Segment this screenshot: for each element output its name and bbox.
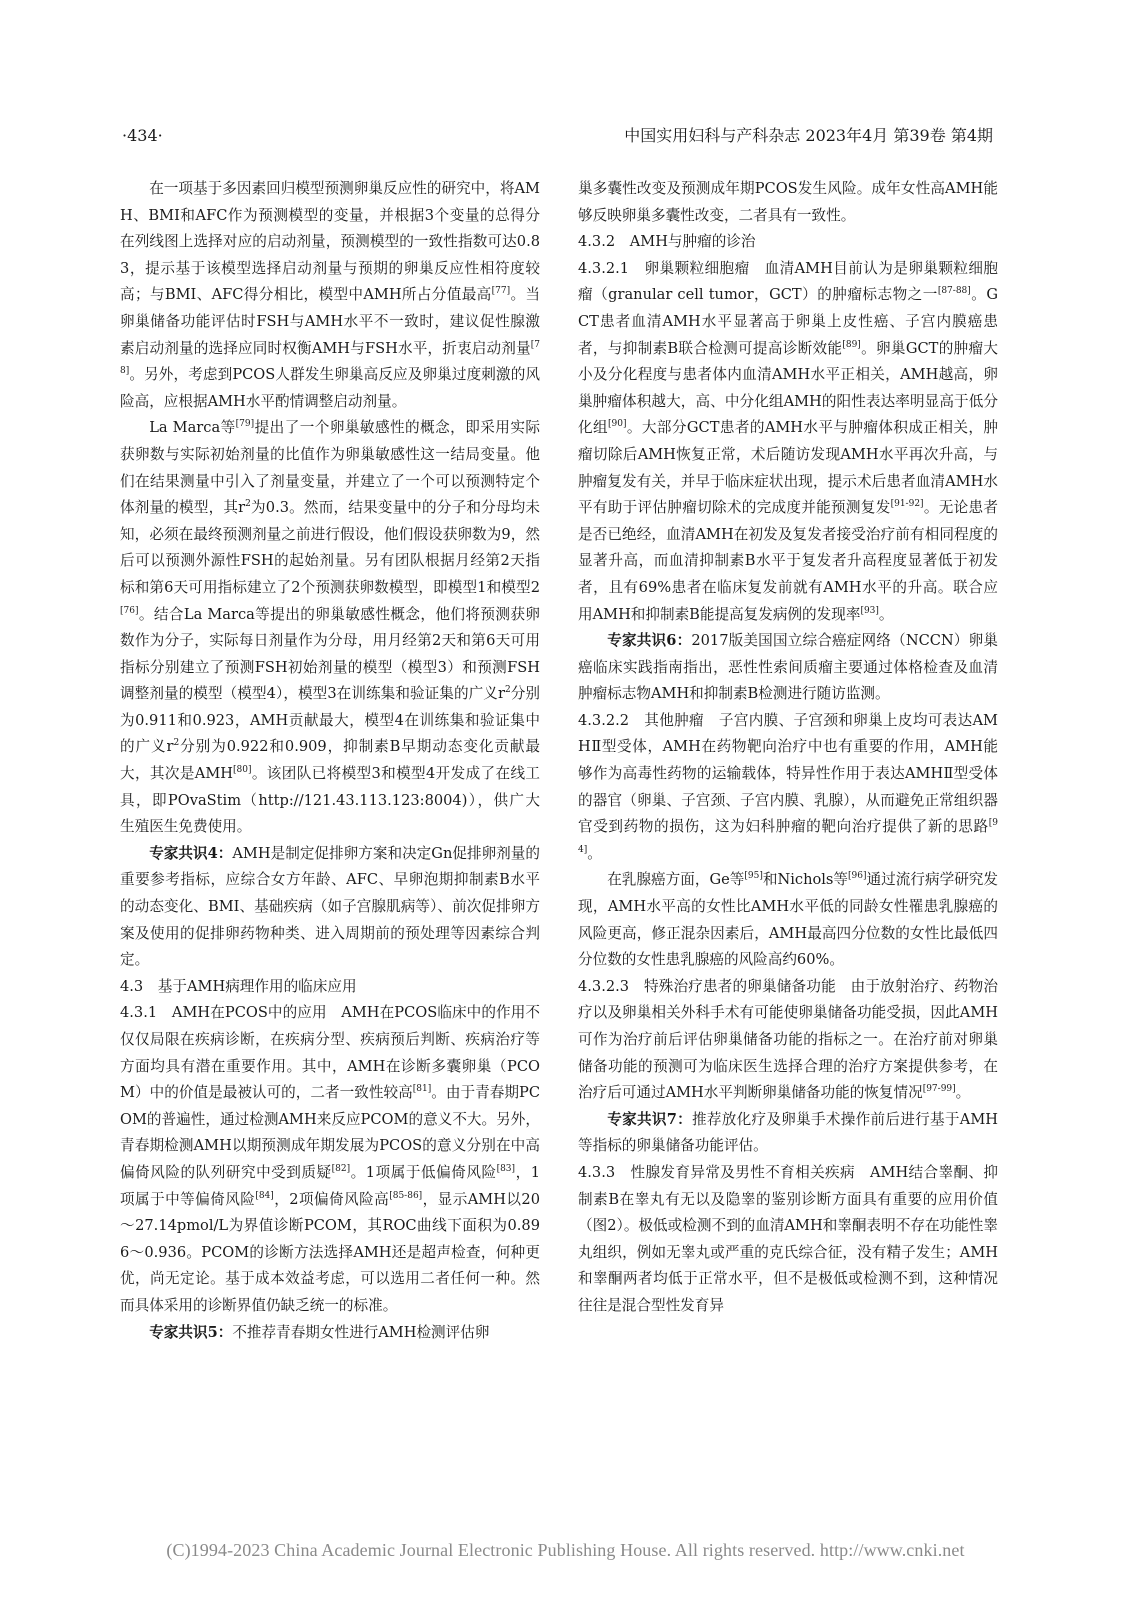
text-run: 。卵巢GCT的肿瘤大小及分化程度与患者体内血清AMH水平正相关，AMH越高，卵巢肿瘤体积越大，高、中分化组AMH的阳性表达率明显高于低分化组 xyxy=(578,339,998,437)
section-paragraph xyxy=(578,708,998,868)
text-run: 分别为0.911和0.923，AMH贡献最大，模型4在训练集和验证集中的广义r xyxy=(120,685,540,756)
citation-superscript: [87-88] xyxy=(937,286,971,297)
text-run: 。 xyxy=(587,844,602,862)
text-run: 提出了一个卵巢敏感性的概念，即采用实际获卵数与实际初始剂量的比值作为卵巢敏感性这一结局变量。他们在结果测量中引入了剂量变量，并建立了一个可以预测特定个体剂量的模型，其r xyxy=(120,419,540,517)
citation-superscript: 2 xyxy=(504,685,511,696)
citation-superscript: [79] xyxy=(235,419,255,430)
consensus-label: 专家共识4： xyxy=(149,844,233,862)
consensus-label: 专家共识6： xyxy=(607,632,692,650)
citation-superscript: [82] xyxy=(331,1163,351,1174)
text-run: 和Nichols等 xyxy=(762,871,849,889)
text-run: 。结合La Marca等提出的卵巢敏感性概念，他们将预测获卵数作为分子，实际每日剂量作为分母，用月经第2天和第6天可用指标分别建立了预测FSH初始剂量的模型（模型3）和预测FSH调整剂量的模型（模型4），模型3在训练集和验证集的广义r xyxy=(120,605,540,703)
citation-superscript: [91-92] xyxy=(890,499,924,510)
citation-superscript: [77] xyxy=(491,286,511,297)
section-paragraph xyxy=(578,229,998,256)
left-text-column xyxy=(120,176,540,1346)
text-run: 推荐放化疗及卵巢手术操作前后进行基于AMH等指标的卵巢储备功能评估。 xyxy=(578,1110,998,1155)
copyright-footer: (C)1994-2023 China Academic Journal Electronic Publishing House. All rights reserved. http://www.cnki.net xyxy=(166,1540,965,1560)
section-paragraph xyxy=(120,1000,540,1319)
text-run: 4.3.2.2 其他肿瘤 子宫内膜、子宫颈和卵巢上皮均可表达AMHⅡ型受体，AMH在药物靶向治疗中也有重要的作用，AMH能够作为高毒性药物的运输载体，特异性作用于表达AMHⅡ型受体的器官（卵巢、子宫颈、子宫内膜、乳腺），从而避免正常组织器官受到药物的损伤，这为妇科肿瘤的靶向治疗提供了新的思路 xyxy=(578,711,998,836)
text-run: 不推荐青春期女性进行AMH检测评估卵 xyxy=(232,1323,490,1341)
text-run: 4.3.3 性腺发育异常及男性不育相关疾病 AMH结合睾酮、抑制素B在睾丸有无以及隐睾的鉴别诊断方面具有重要的应用价值（图2）。极低或检测不到的血清AMH和睾酮表明不存在功能性睾丸组织，例如无睾丸或严重的克氏综合征，没有精子发生；AMH和睾酮两者均低于正常水平，但不是极低或检测不到，这种情况往往是混合型性发育异 xyxy=(578,1163,998,1314)
text-run: 巢多囊性改变及预测成年期PCOS发生风险。成年女性高AMH能够反映卵巢多囊性改变，二者具有一致性。 xyxy=(578,180,998,224)
right-text-column xyxy=(578,176,998,1320)
text-run: 2017版美国国立综合癌症网络（NCCN）卵巢癌临床实践指南指出，恶性性索间质瘤主要通过体格检查及血清肿瘤标志物AMH和抑制素B检测进行随访监测。 xyxy=(578,632,999,703)
section-paragraph xyxy=(578,1160,998,1320)
citation-superscript: [97-99] xyxy=(922,1084,956,1095)
text-run: 。当卵巢储备功能评估时FSH与AMH水平不一致时，建议促性腺激素启动剂量的选择应同时权衡AMH与FSH水平，折衷启动剂量 xyxy=(120,286,540,357)
text-run: 4.3.1 AMH在PCOS中的应用 AMH在PCOS临床中的作用不仅仅局限在疾病诊断，在疾病分型、疾病预后判断、疾病治疗等方面均具有潜在重要作用。其中，AMH在诊断多囊卵巢（PCOM）中的价值是最被认可的，二者一致性较高 xyxy=(120,1004,540,1102)
text-run: 在一项基于多因素回归模型预测卵巢反应性的研究中，将AMH、BMI和AFC作为预测模型的变量，并根据3个变量的总得分在列线图上选择对应的启动剂量，预测模型的一致性指数可达0.83，提示基于该模型选择启动剂量与预期的卵巢反应性相符度较高；与BMI、AFC得分相比，模型中AMH所占分值最高 xyxy=(120,180,540,304)
text-run: 。GCT患者血清AMH水平显著高于卵巢上皮性癌、子宫内膜癌患者，与抑制素B联合检测可提高诊断效能 xyxy=(578,286,998,357)
text-run: 。1项属于低偏倚风险 xyxy=(350,1163,497,1181)
body-paragraph xyxy=(120,176,540,415)
citation-superscript: [85-86] xyxy=(389,1190,423,1201)
body-paragraph xyxy=(578,867,998,973)
text-run: 。无论患者是否已绝经，血清AMH在初发及复发者接受治疗前有相同程度的显著升高，而血清抑制素B水平于复发者升高程度显著低于初发者，且有69%患者在临床复发前就有AMH水平的升高。联合应用AMH和抑制素B能提高复发病例的发现率 xyxy=(578,499,998,623)
text-run: 。该团队已将模型3和模型4开发成了在线工具，即POvaStim（http://121.43.113.123:8004)），供广大生殖医生免费使用。 xyxy=(120,765,540,836)
section-paragraph xyxy=(120,974,540,1001)
citation-superscript: [78] xyxy=(120,339,540,377)
text-run: 。由于青春期PCOM的普遍性，通过检测AMH来反应PCOM的意义不大。另外，青春期检测AMH以期预测成年期发展为PCOS的意义分别在中高偏倚风险的队列研究中受到质疑 xyxy=(120,1084,540,1181)
citation-superscript: [94] xyxy=(578,818,998,855)
text-run: 通过流行病学研究发现，AMH水平高的女性比AMH水平低的同龄女性罹患乳腺癌的风险更高，修正混杂因素后，AMH最高四分位数的女性比最低四分位数的女性患乳腺癌的风险高约60%。 xyxy=(578,871,998,969)
citation-superscript: [76] xyxy=(120,605,139,616)
body-paragraph xyxy=(120,1320,540,1347)
section-paragraph xyxy=(578,974,998,1107)
citation-superscript: [84] xyxy=(255,1190,274,1201)
text-run: ，2项偏倚风险高 xyxy=(273,1190,390,1208)
citation-superscript: [83] xyxy=(496,1163,516,1174)
text-run: ，显示AMH以20～27.14pmol/L为界值诊断PCOM，其ROC曲线下面积为0.896～0.936。PCOM的诊断方法选择AMH还是超声检查，何种更优，尚无定论。基于成本效益考虑，可以选用二者任何一种。然而具体采用的诊断界值仍缺乏统一的标准。 xyxy=(120,1190,540,1314)
text-run: 4.3.2 AMH与肿瘤的诊治 xyxy=(578,233,756,251)
text-run: 4.3.2.1 卵巢颗粒细胞瘤 血清AMH目前认为是卵巢颗粒细胞瘤（granular cell tumor，GCT）的肿瘤标志物之一 xyxy=(578,259,998,304)
text-run: La Marca等 xyxy=(149,419,236,437)
section-paragraph xyxy=(578,176,998,229)
text-run: 。大部分GCT患者的AMH水平与肿瘤体积成正相关，肿瘤切除后AMH恢复正常，术后随访发现AMH水平再次升高，与肿瘤复发有关，并早于临床症状出现，提示术后患者血清AMH水平有助于评估肿瘤切除术的完成度并能预测复发 xyxy=(578,419,998,517)
citation-superscript: 2 xyxy=(173,738,180,749)
text-run: 4.3 基于AMH病理作用的临床应用 xyxy=(120,977,357,995)
body-paragraph xyxy=(120,415,540,841)
text-run: 。 xyxy=(955,1084,971,1102)
citation-superscript: 2 xyxy=(245,499,251,510)
consensus-label: 专家共识5： xyxy=(149,1323,233,1341)
text-run: 为0.3。然而，结果变量中的分子和分母均未知，必须在最终预测剂量之前进行假设，他们假设获卵数为9，然后可以预测外源性FSH的起始剂量。另有团队根据月经第2天指标和第6天可用指标建立了2个预测获卵数模型，即模型1和模型2 xyxy=(120,499,540,596)
text-run: AMH是制定促排卵方案和决定Gn促排卵剂量的重要参考指标，应综合女方年龄、AFC、早卵泡期抑制素B水平的动态变化、BMI、基础疾病（如子宫腺肌病等）、前次促排卵方案及使用的促排卵药物种类、进入周期前的预处理等因素综合判定。 xyxy=(120,844,540,969)
body-paragraph xyxy=(120,841,540,974)
consensus-label: 专家共识7： xyxy=(607,1110,693,1128)
citation-superscript: [80] xyxy=(233,765,252,776)
text-run: 4.3.2.3 特殊治疗患者的卵巢储备功能 由于放射治疗、药物治疗以及卵巢相关外科手术有可能使卵巢储备功能受损，因此AMH可作为治疗前后评估卵巢储备功能的指标之一。在治疗前对卵巢储备功能的预测可为临床医生选择合理的治疗方案提供参考，在治疗后可通过AMH水平判断卵巢储备功能的恢复情况 xyxy=(578,977,998,1102)
citation-superscript: [93] xyxy=(860,605,879,616)
citation-superscript: [81] xyxy=(412,1084,432,1095)
citation-superscript: [95] xyxy=(744,871,763,882)
body-paragraph xyxy=(578,628,998,708)
text-run: 分别为0.922和0.909，抑制素B早期动态变化贡献最大，其次是AMH xyxy=(120,738,540,783)
section-paragraph xyxy=(578,256,998,628)
page-number: ·434· xyxy=(122,126,163,145)
text-run: 在乳腺癌方面，Ge等 xyxy=(607,871,745,889)
text-run: ，1项属于中等偏倚风险 xyxy=(120,1163,540,1208)
text-run: 。另外，考虑到PCOS人群发生卵巢高反应及卵巢过度刺激的风险高，应根据AMH水平酌情调整启动剂量。 xyxy=(120,366,540,410)
text-run: 。 xyxy=(878,605,894,623)
citation-superscript: [90] xyxy=(608,419,627,430)
citation-superscript: [96] xyxy=(848,871,867,882)
citation-superscript: [89] xyxy=(842,339,861,350)
body-paragraph xyxy=(578,1107,998,1160)
journal-citation-header: 中国实用妇科与产科杂志 2023年4月 第39卷 第4期 xyxy=(624,126,993,145)
